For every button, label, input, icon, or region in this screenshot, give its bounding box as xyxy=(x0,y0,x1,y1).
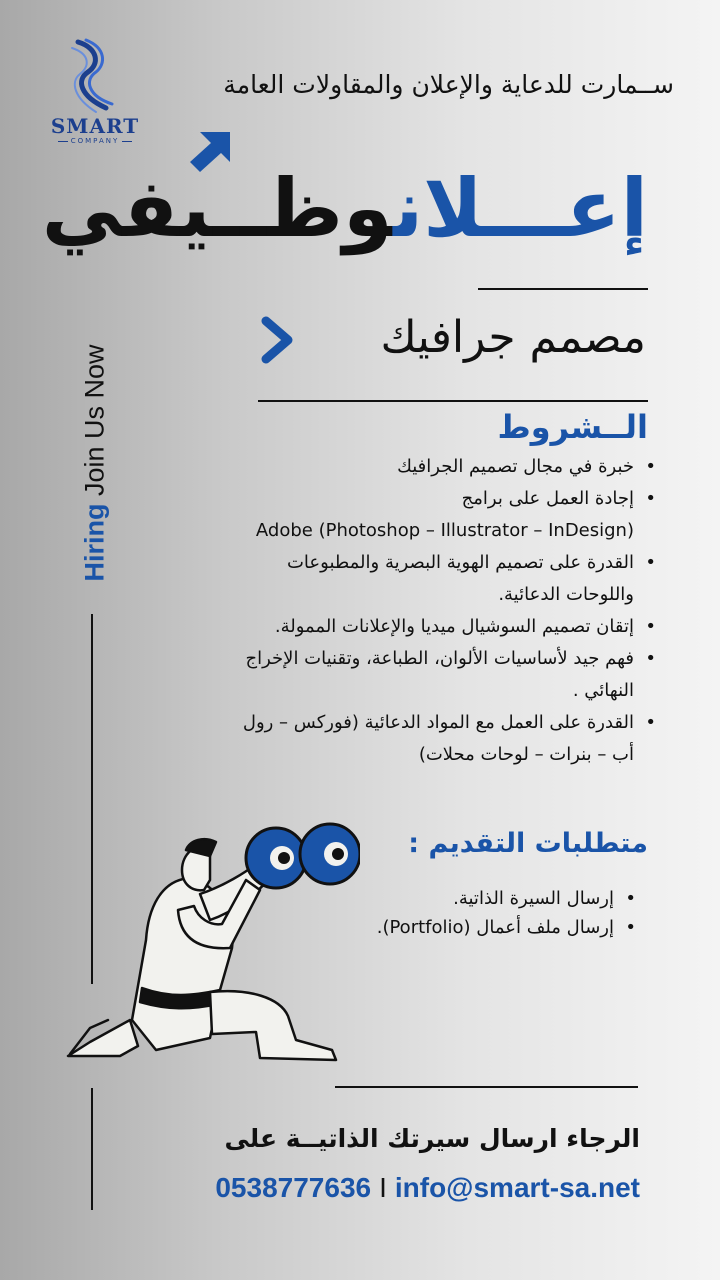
man-with-binoculars-illustration xyxy=(60,820,360,1065)
list-item: • خبرة في مجال تصميم الجرافيك xyxy=(136,451,656,483)
contact-separator: I xyxy=(379,1172,387,1203)
email-address[interactable]: info@smart-sa.net xyxy=(394,1172,640,1203)
list-item: • فهم جيد لأساسيات الألوان، الطباعة، وتقنيات الإخراج النهائي . xyxy=(136,643,656,707)
contact-line xyxy=(215,1172,640,1204)
join-label: Join Us Now xyxy=(79,344,110,497)
conditions-list xyxy=(136,451,656,771)
hiring-label: Hiring xyxy=(79,503,110,582)
list-item: • إتقان تصميم السوشيال ميديا والإعلانات الممولة. xyxy=(136,611,656,643)
list-item: • إجادة العمل على برامج Adobe (Photoshop – Illustrator – InDesign) xyxy=(136,483,656,547)
job-title: مصمم جرافيك xyxy=(380,312,646,363)
divider xyxy=(258,400,648,402)
company-logo xyxy=(50,38,140,150)
conditions-title: الــشروط xyxy=(497,408,648,446)
list-item: • إرسال السيرة الذاتية. xyxy=(306,884,636,913)
headline-word-announcement: إعـــلان xyxy=(393,162,648,255)
phone-number[interactable]: 0538777636 xyxy=(215,1172,372,1203)
list-item: • القدرة على العمل مع المواد الدعائية (فوركس – رول أب – بنرات – لوحات محلات) xyxy=(136,707,656,771)
list-item: • القدرة على تصميم الهوية البصرية والمطبوعات واللوحات الدعائية. xyxy=(136,547,656,611)
headline xyxy=(41,162,648,255)
footer-note: الرجاء ارسال سيرتك الذاتيــة على xyxy=(224,1124,640,1153)
logo-subtitle: COMPANY xyxy=(50,137,140,145)
application-title: متطلبات التقديم : xyxy=(408,828,648,859)
vertical-divider xyxy=(91,1088,93,1210)
list-item: • إرسال ملف أعمال (Portfolio). xyxy=(306,913,636,942)
software-list: Adobe (Photoshop – Illustrator – InDesign) xyxy=(255,520,634,541)
headline-word-job: وظــيفي xyxy=(41,162,394,255)
divider xyxy=(335,1086,638,1088)
logo-wordmark: SMART xyxy=(50,114,140,138)
logo-mark-icon xyxy=(50,38,140,114)
company-name: ســمارت للدعاية والإعلان والمقاولات العامة xyxy=(223,70,674,99)
chevron-right-icon xyxy=(258,315,296,365)
divider xyxy=(478,288,648,290)
hiring-banner xyxy=(78,318,112,608)
